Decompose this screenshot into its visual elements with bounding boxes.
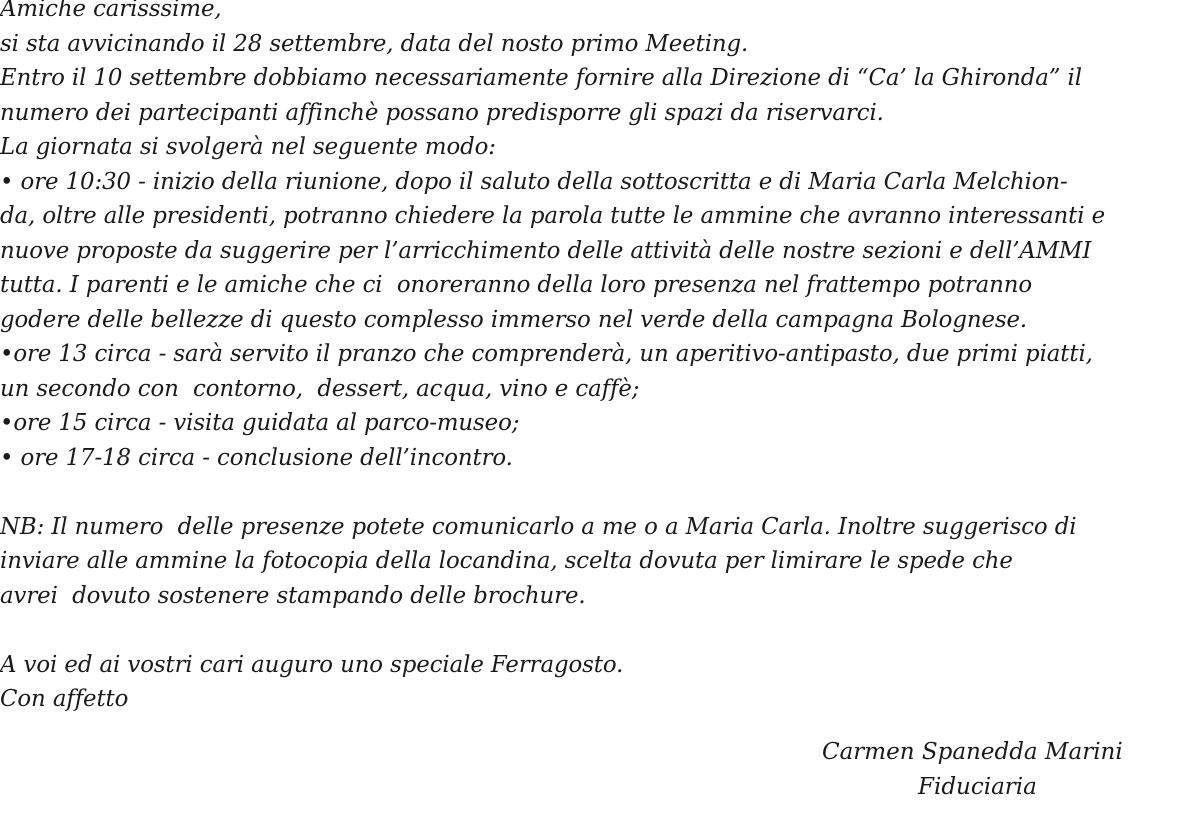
note-line: avrei dovuto sostenere stampando delle brochure. [0,582,586,609]
paragraph-line: La giornata si svolgerà nel seguente modo: [0,134,496,160]
paragraph-spacer [0,475,1200,510]
schedule-item-line: godere delle bellezze di questo complesso immerso nel verde della campagna Bolognese. [0,306,1028,333]
closing-line: A voi ed ai vostri cari auguro uno speciale Ferragosto. [0,651,624,678]
schedule-item-line: un secondo con contorno, dessert, acqua, vino e caffè; [0,375,640,402]
closing-line: Con affetto [0,686,129,712]
schedule-item-line: tutta. I parenti e le amiche che ci onoreranno della loro presenza nel frattempo potranno [0,272,1033,298]
schedule-item-line: • ore 17-18 circa - conclusione dell’incontro. [0,444,513,471]
paragraph-line: numero dei partecipanti affinchè possano predisporre gli spazi da riservarci. [0,99,884,126]
note-line: NB: Il numero delle presenze potete comunicarlo a me o a Maria Carla. Inoltre suggerisco di [0,513,1077,540]
schedule-item-line: •ore 15 circa - visita guidata al parco-museo; [0,410,520,436]
paragraph-spacer [0,613,1200,648]
schedule-item-line: •ore 13 circa - sarà servito il pranzo che comprenderà, un aperitivo-antipasto, due primi piatti, [0,341,1093,367]
schedule-item-line: da, oltre alle presidenti, potranno chiedere la parola tutte le ammine che avranno interessanti e [0,203,1105,229]
signature-role: Fiduciaria [918,774,1037,800]
schedule-item-line: • ore 10:30 - inizio della riunione, dopo il saluto della sottoscritta e di Maria Carla Melchion- [0,168,1068,195]
paragraph-line: Entro il 10 settembre dobbiamo necessariamente fornire alla Direzione di “Ca’ la Ghironda” il [0,65,1082,91]
paragraph-line: si sta avvicinando il 28 settembre, data del nosto primo Meeting. [0,30,749,57]
signature-name: Carmen Spanedda Marini [822,739,1123,765]
greeting-line: Amiche carisssime, [0,0,222,22]
schedule-item-line: nuove proposte da suggerire per l’arricchimento delle attività delle nostre sezioni e dell’AMMI [0,237,1092,264]
note-line: inviare alle ammine la fotocopia della locandina, scelta dovuta per limirare le spede che [0,548,1013,574]
